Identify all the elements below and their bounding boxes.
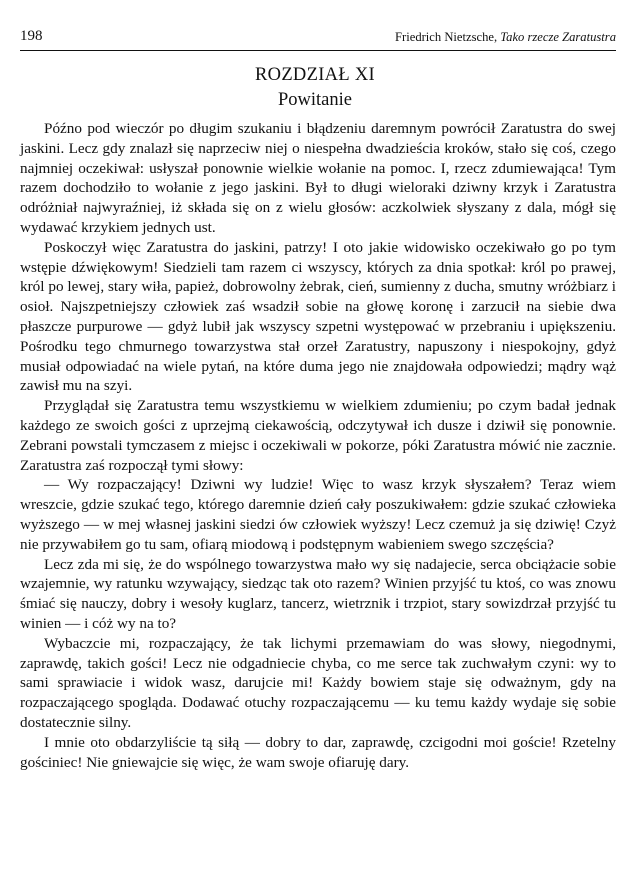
running-head — [395, 30, 616, 45]
author-name: Friedrich Nietzsche, — [395, 30, 498, 44]
page-number: 198 — [20, 28, 43, 44]
paragraph: Przyglądał się Zaratustra temu wszystkiemu w wielkiem zdumieniu; po czym badał jednak każdego ze swoich gości z uprzejmą ciekawością, odczytywał ich dusze i dziwił się ponownie. Zebrani powstali tymczasem z miejsc i oczekiwali w pokorze, póki Zaratustra mówić nie zacznie. Zaratustra zaś rozpoczął tymi słowy: — [20, 397, 616, 474]
paragraph: Wybaczcie mi, rozpaczający, że tak lichymi przemawiam do was słowy, niegodnymi, zaprawdę, takich gości! Lecz nie odgadniecie chyba, co me serce tak zuchwałym czyni: wy to sami sprawiacie i widok wasz, darujcie mi! Każdy bowiem staje się odważnym, gdy na rozpaczającego spogląda. Dodawać otuchy rozpaczającemu — ku temu każdy wydaje się sobie dostatecznie silny. — [20, 634, 616, 731]
chapter-subtitle: Powitanie — [278, 90, 352, 110]
paragraph: — Wy rozpaczający! Dziwni wy ludzie! Więc to wasz krzyk słyszałem? Teraz wiem wreszcie, gdzie szukać tego, którego daremnie dzień cały poszukiwałem: gdzie szukać człowieka wyższego — w mej własnej jaskini siedzi ów człowiek wyższy! Lecz czemuż ja się dziwię! Czyż nie przywabiłem go tu sam, ofiarą miodową i podstępnym wabieniem swego szczęścia? — [20, 476, 616, 553]
chapter-title: ROZDZIAŁ XI — [255, 65, 375, 85]
paragraph: Późno pod wieczór po długim szukaniu i błądzeniu daremnym powrócił Zaratustra do swej jaskini. Lecz gdy znalazł się naprzeciw niej o niespełna dwadzieścia kroków, stało się coś, czego najmniej oczekiwał: usłyszał ponownie wielkie wołanie na pomoc. I, rzecz zdumiewająca! Tym razem dochodziło to wołanie z jego jaskini. Był to długi wieloraki dziwny krzyk i Zaratustra odróżniał najwyraźniej, iż składa się on z wielu głosów: aczkolwiek słyszany z dala, mógł się wydawać krzykiem jednych ust. — [20, 120, 616, 236]
book-title: Tako rzecze Zaratustra — [500, 30, 616, 44]
running-header — [20, 28, 616, 51]
body-text — [20, 119, 616, 772]
paragraph: Poskoczył więc Zaratustra do jaskini, patrzy! I oto jakie widowisko oczekiwało go po tym wstępie dźwiękowym! Siedzieli tam razem ci wszyscy, których za dnia spotkał: król po prawej, król po lewej, stary wiła, papież, dobrowolny żebrak, cień, sumienny z ducha, smutny wróżbiarz i osioł. Najszpetniejszy człowiek zaś wsadził sobie na głowę koronę i zarzucił na siebie dwa płaszcze purpurowe — gdyż lubił jak wszyscy szpetni występować w przebraniu i upiększeniu. Pośrodku tego chmurnego towarzystwa stał orzeł Zaratustry, napuszony i niespokojny, gdyż musiał odpowiadać na wiele pytań, na które duma jego nie znajdowała odpowiedzi; mądry wąż zawisł mu na szyi. — [20, 238, 616, 395]
paragraph: I mnie oto obdarzyliście tą siłą — dobry to dar, zaprawdę, czcigodni moi goście! Rzetelny gościniec! Nie gniewajcie się więc, że wam swoje ofiaruję dary. — [20, 733, 616, 771]
paragraph: Lecz zda mi się, że do wspólnego towarzystwa mało wy się nadajecie, serca obciążacie sobie wzajemnie, wy ratunku wzywający, siedząc tak oto razem? Winien przyjść tu ktoś, co was znowu śmiać się nauczy, dobry i wesoły kuglarz, tancerz, wietrznik i trzpiot, stary sowizdrzał przyjść tu winien — i cóż wy na to? — [20, 555, 616, 632]
